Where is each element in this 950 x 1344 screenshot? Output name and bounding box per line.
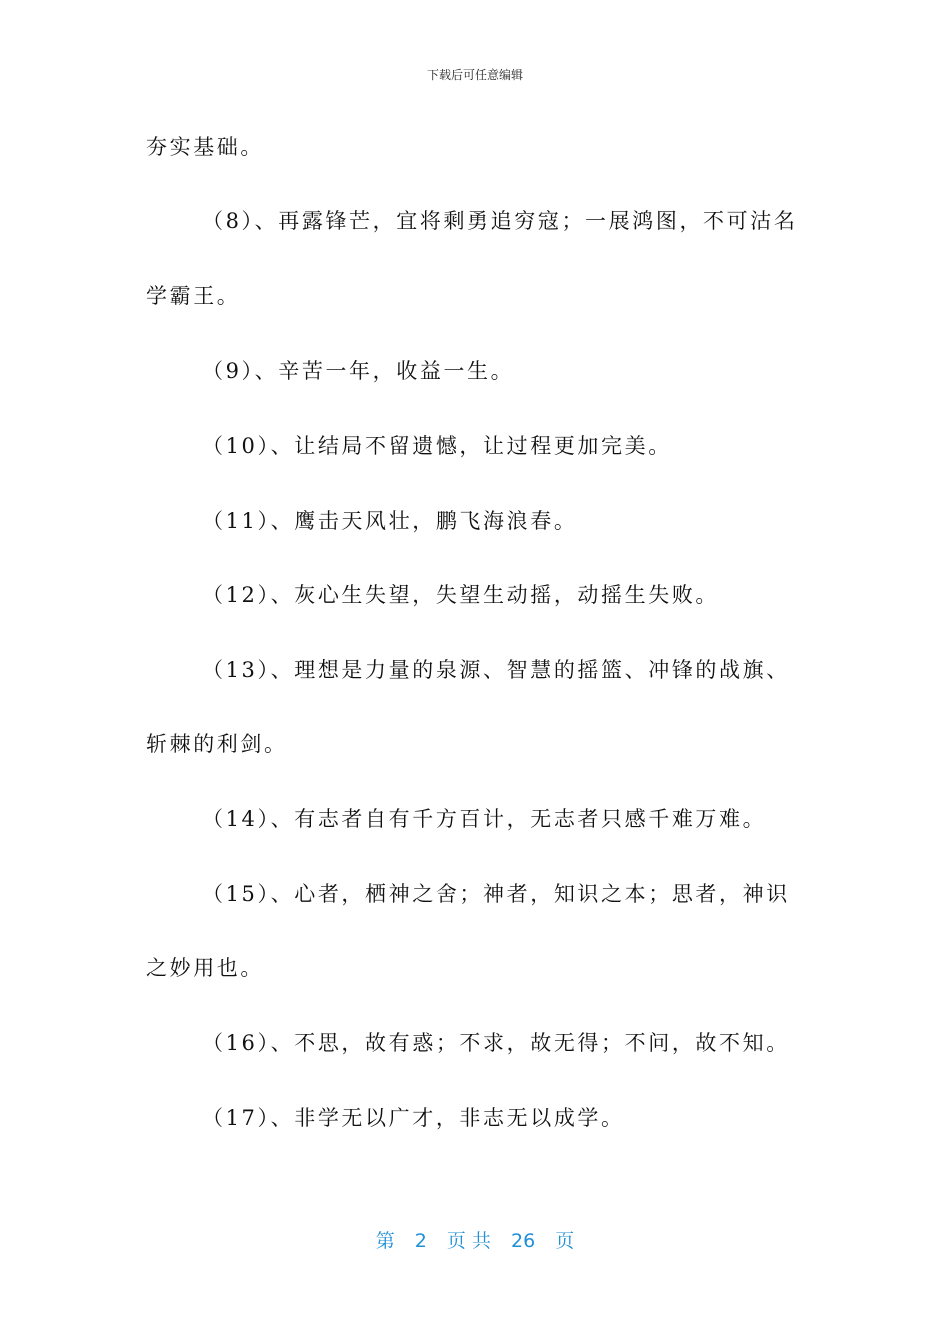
paragraph-line: 斩棘的利剑。 — [146, 732, 288, 756]
footer-suffix: 页 — [555, 1230, 575, 1252]
paragraph-line: 之妙用也。 — [146, 956, 264, 980]
paragraph-line: （16）、不思，故有惑；不求，故无得；不问，故不知。 — [202, 1031, 790, 1055]
paragraph-line: （10）、让结局不留遗憾，让过程更加完美。 — [202, 434, 672, 458]
paragraph-line: 学霸王。 — [146, 284, 241, 308]
paragraph-line: （15）、心者，栖神之舍；神者，知识之本；思者，神识 — [202, 882, 790, 906]
paragraph-line: （17）、非学无以广才，非志无以成学。 — [202, 1106, 625, 1130]
paragraph-line: （11）、鹰击天风壮，鹏飞海浪春。 — [202, 509, 578, 533]
paragraph-line: （13）、理想是力量的泉源、智慧的摇篮、冲锋的战旗、 — [202, 658, 790, 682]
total-page-count: 26 — [511, 1230, 536, 1252]
page-header-note: 下载后可任意编辑 — [426, 68, 523, 82]
paragraph-line: 夯实基础。 — [146, 135, 264, 159]
current-page-number: 2 — [414, 1230, 427, 1252]
page-number-footer — [0, 1226, 950, 1253]
paragraph-line: （14）、有志者自有千方百计，无志者只感千难万难。 — [202, 807, 767, 831]
footer-prefix: 第 — [375, 1230, 395, 1252]
footer-middle: 页 共 — [446, 1230, 491, 1252]
paragraph-line: （8）、再露锋芒，宜将剩勇追穷寇；一展鸿图，不可沽名 — [202, 209, 798, 233]
paragraph-line: （9）、辛苦一年，收益一生。 — [202, 359, 515, 383]
paragraph-line: （12）、灰心生失望，失望生动摇，动摇生失败。 — [202, 583, 720, 607]
